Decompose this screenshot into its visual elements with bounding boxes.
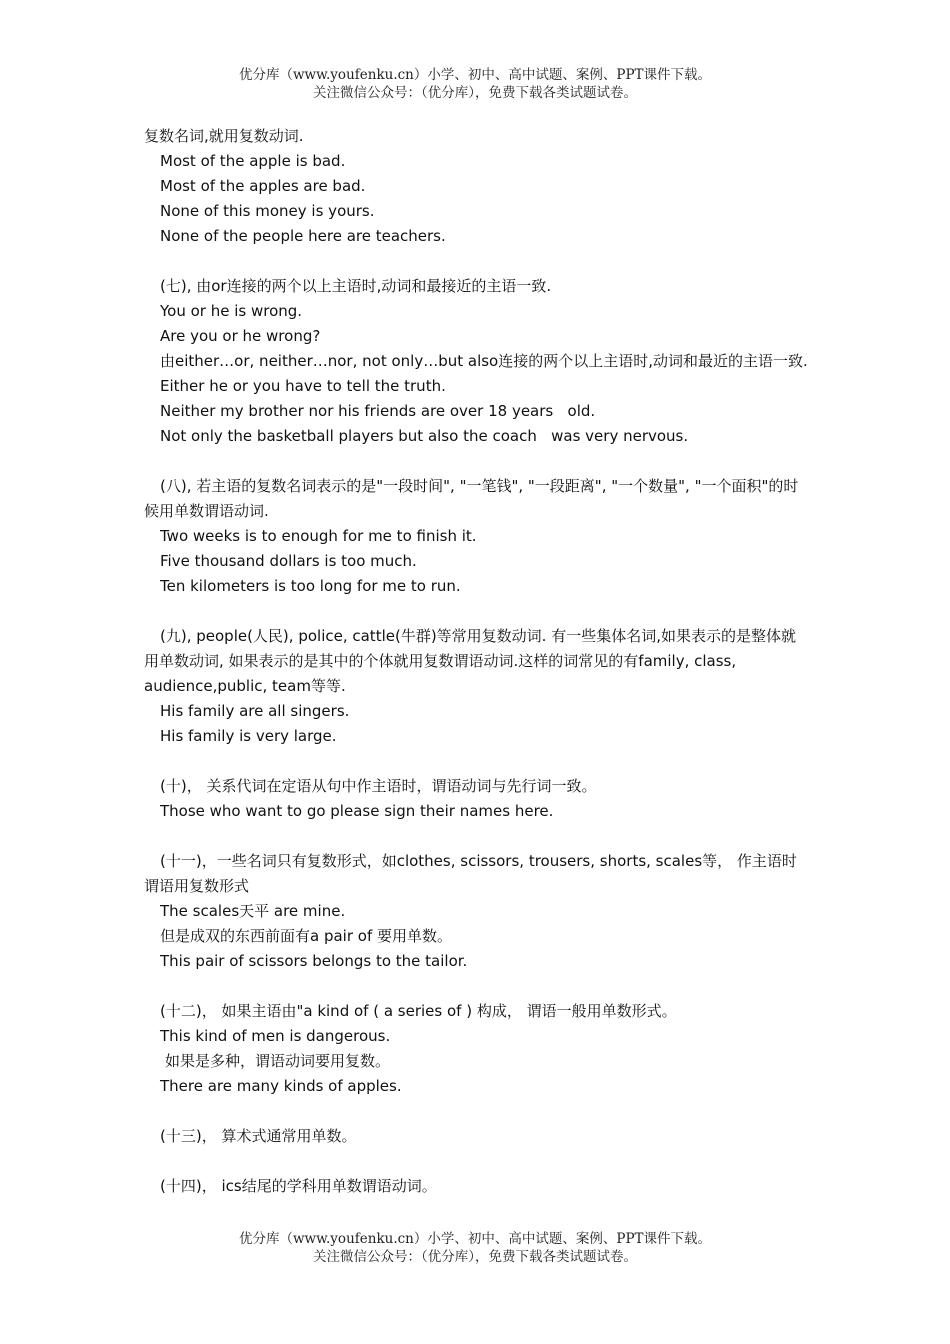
page-header: [0, 66, 950, 102]
example-sentence: Those who want to go please sign their names here.: [160, 802, 554, 820]
example-sentence: The scales天平 are mine.: [160, 902, 346, 920]
section-title-11: [144, 849, 809, 899]
example-sentence: Two weeks is to enough for me to finish it.: [160, 527, 477, 545]
example-sentence: Neither my brother nor his friends are over 18 years old.: [160, 402, 596, 420]
example-sentence: You or he is wrong.: [160, 302, 303, 320]
document-body: [144, 124, 809, 1199]
section-title-10: (十)， 关系代词在定语从句中作主语时，谓语动词与先行词一致。: [160, 777, 597, 795]
example-sentence: Ten kilometers is too long for me to run.: [160, 577, 461, 595]
rule-text-inner: 由either…or, neither…nor, not only…but also连接的两个以上主语时,动词和最近的主语一致.: [160, 352, 808, 370]
section-title-9-text: (九), people(人民), police, cattle(牛群)等常用复数动词. 有一些集体名词,如果表示的是整体就用单数动词, 如果表示的是其中的个体就用复数谓语动词.这样的词常见的有family, class, audience,public, team等等.: [144, 627, 796, 695]
note-text: 但是成双的东西前面有a pair of 要用单数。: [160, 927, 453, 945]
example-sentence: Not only the basketball players but also the coach was very nervous.: [160, 427, 689, 445]
section-title-13: (十三)， 算术式通常用单数。: [160, 1127, 357, 1145]
paragraph-text: 复数名词,就用复数动词.: [144, 127, 304, 145]
section-title-8-text: (八), 若主语的复数名词表示的是"一段时间", "一笔钱", "一段距离", "一个数量", "一个面积"的时候用单数谓语动词.: [144, 477, 799, 520]
footer-line-2: 关注微信公众号：（优分库），免费下载各类试题试卷。: [313, 1249, 637, 1265]
section-title-7: (七), 由or连接的两个以上主语时,动词和最接近的主语一致.: [160, 277, 552, 295]
page-footer: [0, 1230, 950, 1266]
example-sentence: Most of the apple is bad.: [160, 152, 346, 170]
footer-line-1: 优分库（www.youfenku.cn）小学、初中、高中试题、案例、PPT课件下载。: [238, 1231, 712, 1247]
section-title-9: [144, 624, 809, 699]
section-title-12: (十二)， 如果主语由"a kind of ( a series of ) 构成， 谓语一般用单数形式。: [160, 1002, 677, 1020]
header-line-1: 优分库（www.youfenku.cn）小学、初中、高中试题、案例、PPT课件下载。: [238, 67, 712, 83]
rule-text: [144, 349, 809, 374]
section-title-8: [144, 474, 809, 524]
example-sentence: Are you or he wrong?: [160, 327, 321, 345]
section-title-11-text: (十一)，一些名词只有复数形式，如clothes, scissors, trousers, shorts, scales等， 作主语时谓语用复数形式: [144, 852, 797, 895]
example-sentence: His family is very large.: [160, 727, 337, 745]
example-sentence: Either he or you have to tell the truth.: [160, 377, 446, 395]
example-sentence: This pair of scissors belongs to the tailor.: [160, 952, 468, 970]
example-sentence: Most of the apples are bad.: [160, 177, 366, 195]
example-sentence: Five thousand dollars is too much.: [160, 552, 417, 570]
example-sentence: None of the people here are teachers.: [160, 227, 446, 245]
example-sentence: There are many kinds of apples.: [160, 1077, 402, 1095]
section-title-14: (十四)， ics结尾的学科用单数谓语动词。: [160, 1177, 437, 1195]
note-text: 如果是多种，谓语动词要用复数。: [165, 1052, 391, 1070]
example-sentence: His family are all singers.: [160, 702, 350, 720]
header-line-2: 关注微信公众号：（优分库），免费下载各类试题试卷。: [313, 85, 637, 101]
example-sentence: None of this money is yours.: [160, 202, 375, 220]
example-sentence: This kind of men is dangerous.: [160, 1027, 391, 1045]
